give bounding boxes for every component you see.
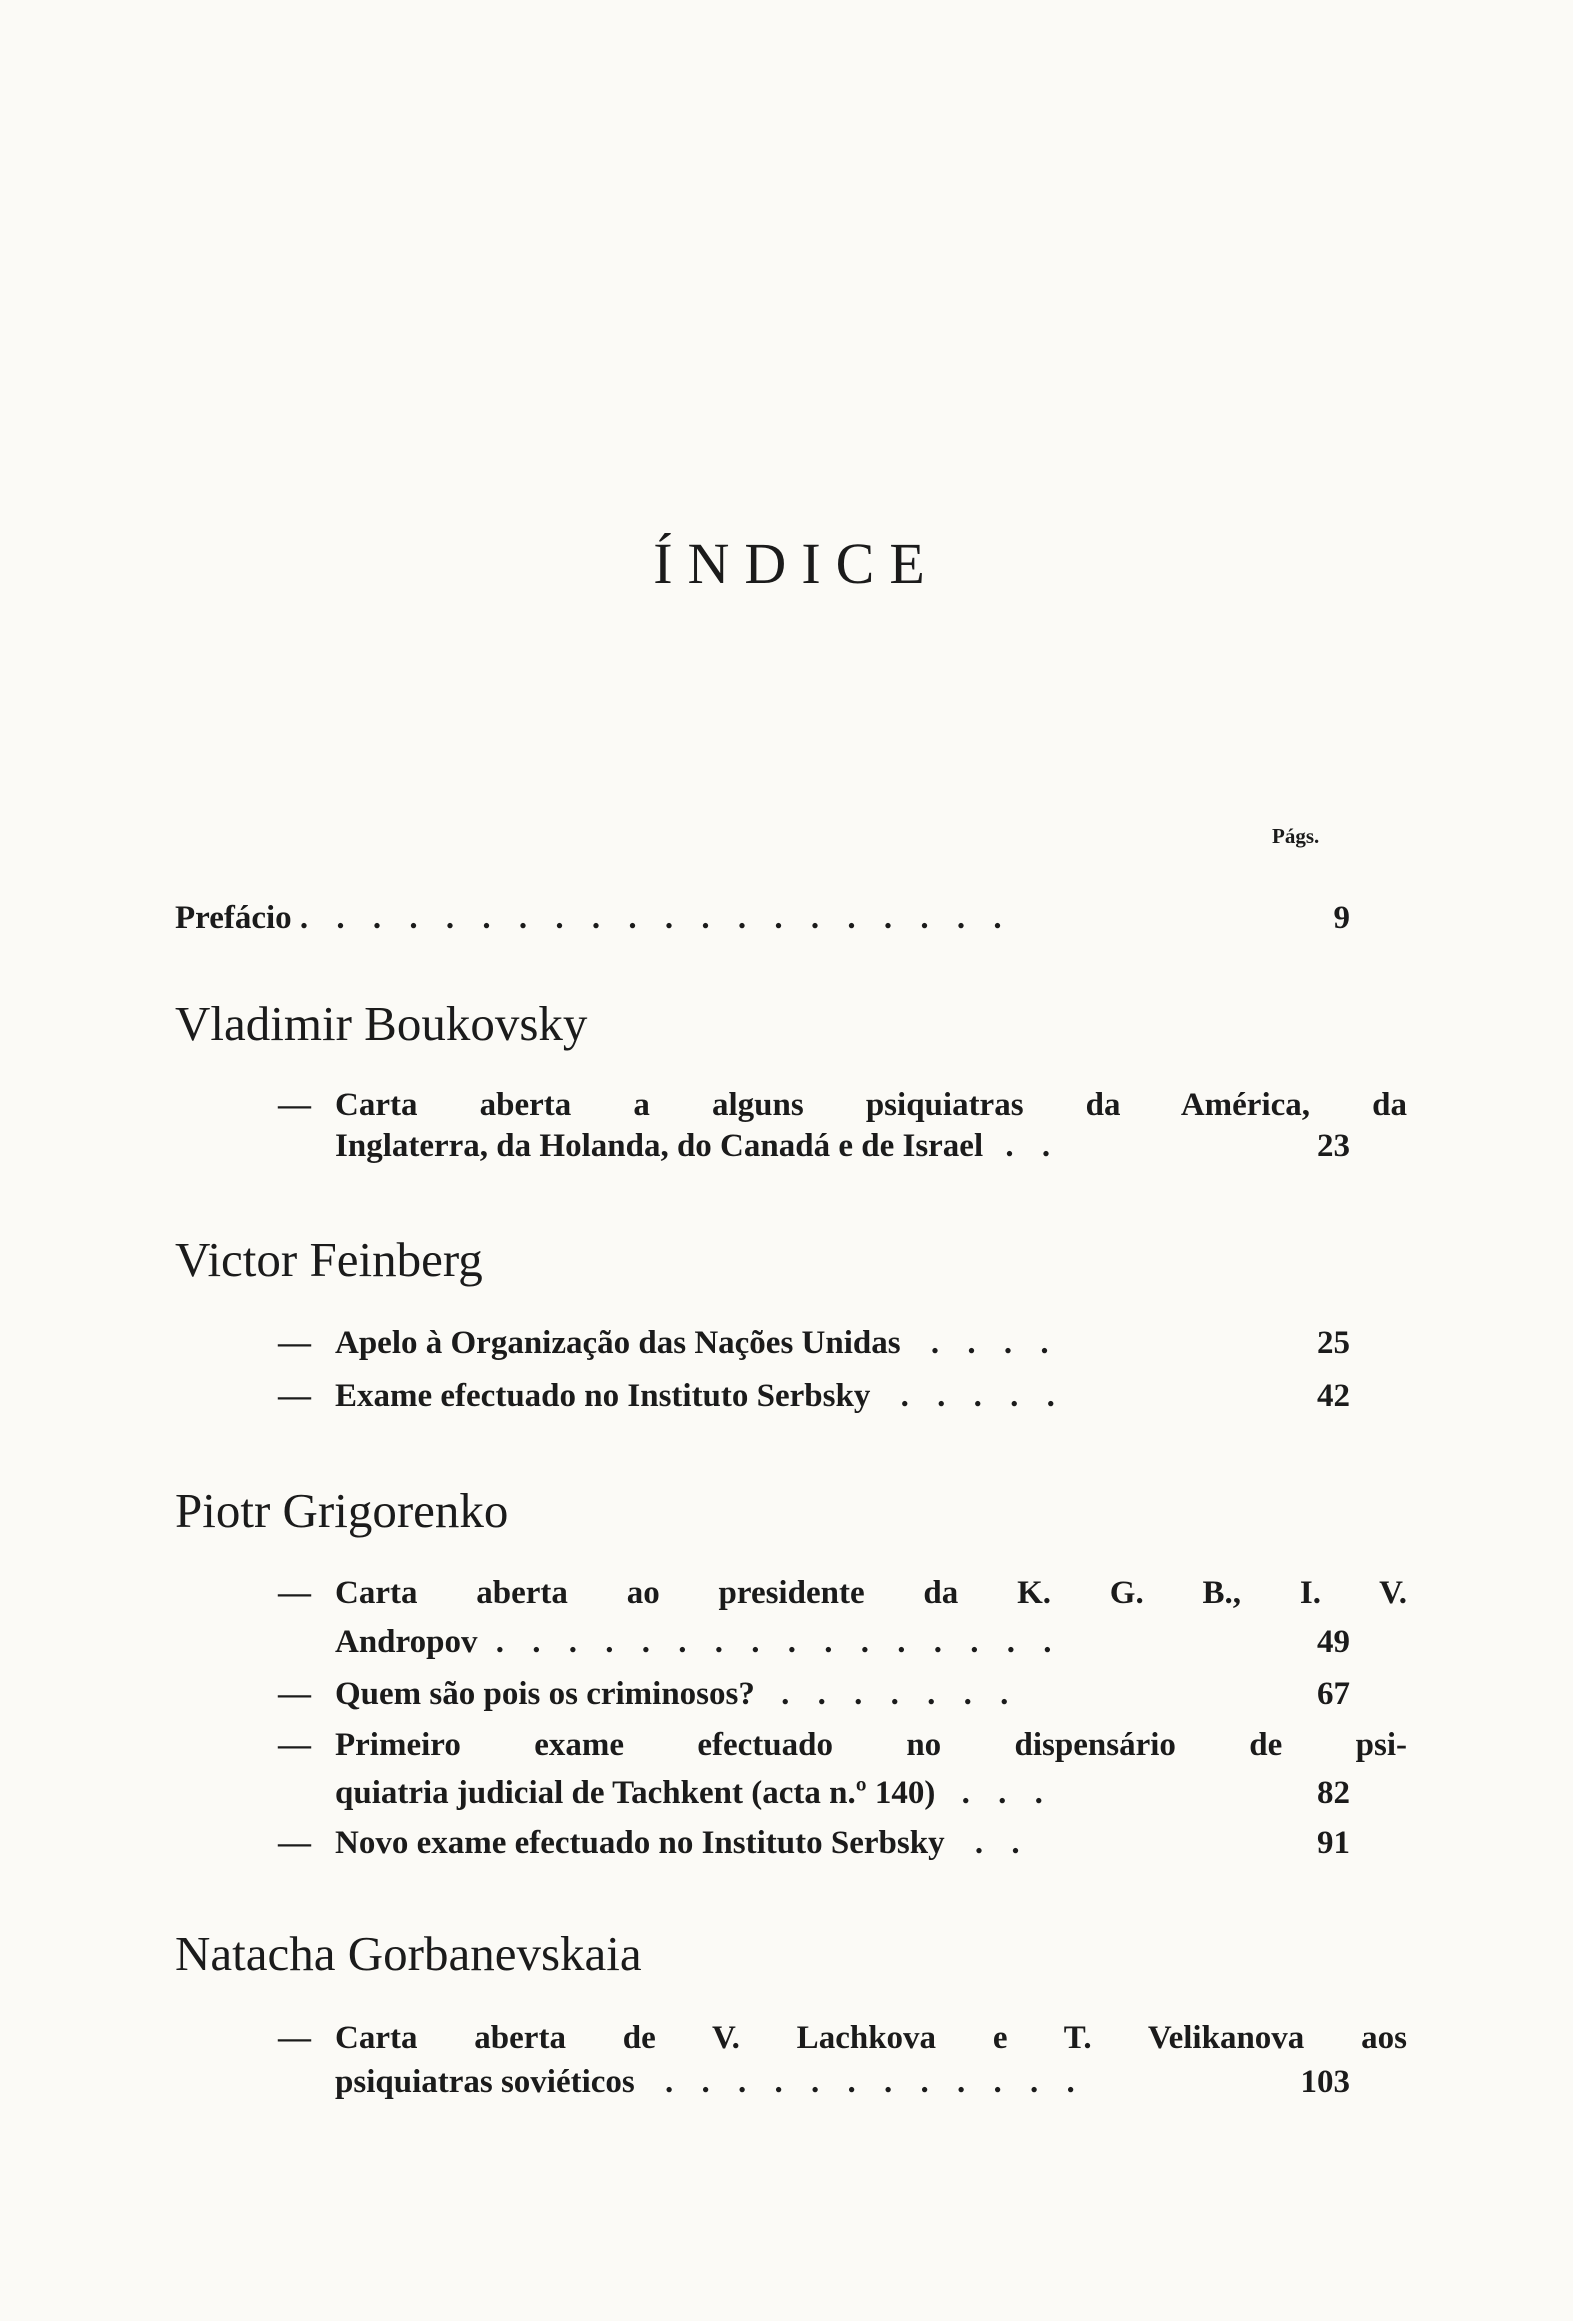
entry-text bbox=[335, 1376, 1065, 1416]
page-number: 91 bbox=[1317, 1825, 1350, 1861]
page-title: ÍNDICE bbox=[653, 531, 940, 596]
section-author-heading: Victor Feinberg bbox=[175, 1232, 483, 1287]
entry-text bbox=[335, 1323, 1059, 1363]
entry-text bbox=[335, 1674, 1018, 1714]
entry-text bbox=[335, 2062, 1085, 2102]
entry-title bbox=[175, 898, 1012, 938]
dot-leader: . . . . . . . . . . . . . . . . . . . . bbox=[299, 900, 1012, 936]
dot-leader: . . . bbox=[961, 1775, 1053, 1811]
entry-text bbox=[335, 1126, 1060, 1166]
dot-leader: . . . . bbox=[930, 1325, 1059, 1361]
em-dash: — bbox=[278, 1727, 311, 1763]
pages-column-label: Págs. bbox=[1272, 824, 1320, 848]
em-dash: — bbox=[278, 1575, 311, 1611]
entry-line-1: Primeiro exame efectuado no dispensário de psi- bbox=[335, 1727, 1407, 1763]
entry-line-1: Carta aberta a alguns psiquiatras da América, da bbox=[335, 1087, 1407, 1123]
entry-text bbox=[335, 1725, 1407, 1765]
entry-line-1: Apelo à Organização das Nações Unidas bbox=[335, 1325, 901, 1361]
entry-line-1: Exame efectuado no Instituto Serbsky bbox=[335, 1378, 871, 1414]
entry-line-2: Inglaterra, da Holanda, do Canadá e de Israel bbox=[335, 1128, 984, 1164]
em-dash: — bbox=[278, 1325, 311, 1361]
dot-leader: . . bbox=[1005, 1128, 1061, 1164]
dot-leader: . . bbox=[974, 1825, 1030, 1861]
entry-line-1: Novo exame efectuado no Instituto Serbsky bbox=[335, 1825, 945, 1861]
entry-line-2: quiatria judicial de Tachkent (acta n.º 140) bbox=[335, 1775, 936, 1811]
em-dash: — bbox=[278, 2020, 311, 2056]
entry-text bbox=[335, 1823, 1030, 1863]
section-author-heading: Piotr Grigorenko bbox=[175, 1483, 509, 1538]
section-author-heading: Natacha Gorbanevskaia bbox=[175, 1926, 642, 1981]
em-dash: — bbox=[278, 1378, 311, 1414]
entry-line-1: Quem são pois os criminosos? bbox=[335, 1676, 755, 1712]
dot-leader: . . . . . . . . . . . . bbox=[665, 2064, 1085, 2100]
entry-text bbox=[335, 1085, 1407, 1125]
page-number: 23 bbox=[1317, 1128, 1350, 1164]
em-dash: — bbox=[278, 1087, 311, 1123]
entry-line-1: Carta aberta de V. Lachkova e T. Velikanova aos bbox=[335, 2020, 1407, 2056]
entry-line-2: Andropov bbox=[335, 1624, 478, 1660]
page-number: 42 bbox=[1317, 1378, 1350, 1414]
entry-text bbox=[335, 1773, 1053, 1813]
em-dash: — bbox=[278, 1825, 311, 1861]
page-number: 25 bbox=[1317, 1325, 1350, 1361]
page-number: 49 bbox=[1317, 1624, 1350, 1660]
section-author-heading: Vladimir Boukovsky bbox=[175, 996, 588, 1051]
page-number: 82 bbox=[1317, 1775, 1350, 1811]
entry-text bbox=[335, 2018, 1407, 2058]
em-dash: — bbox=[278, 1676, 311, 1712]
page-number: 103 bbox=[1300, 2064, 1350, 2100]
entry-line-2: psiquiatras soviéticos bbox=[335, 2064, 635, 2100]
entry-line-1: Carta aberta ao presidente da K. G. B., I. V. bbox=[335, 1575, 1407, 1611]
page-number: 9 bbox=[1333, 900, 1350, 936]
entry-text bbox=[335, 1622, 1061, 1662]
page-number: 67 bbox=[1317, 1676, 1350, 1712]
dot-leader: . . . . . . . . . . . . . . . . bbox=[495, 1624, 1062, 1660]
dot-leader: . . . . . . . bbox=[781, 1676, 1019, 1712]
dot-leader: . . . . . bbox=[900, 1378, 1065, 1414]
entry-text: Prefácio bbox=[175, 900, 292, 936]
entry-text bbox=[335, 1573, 1407, 1613]
